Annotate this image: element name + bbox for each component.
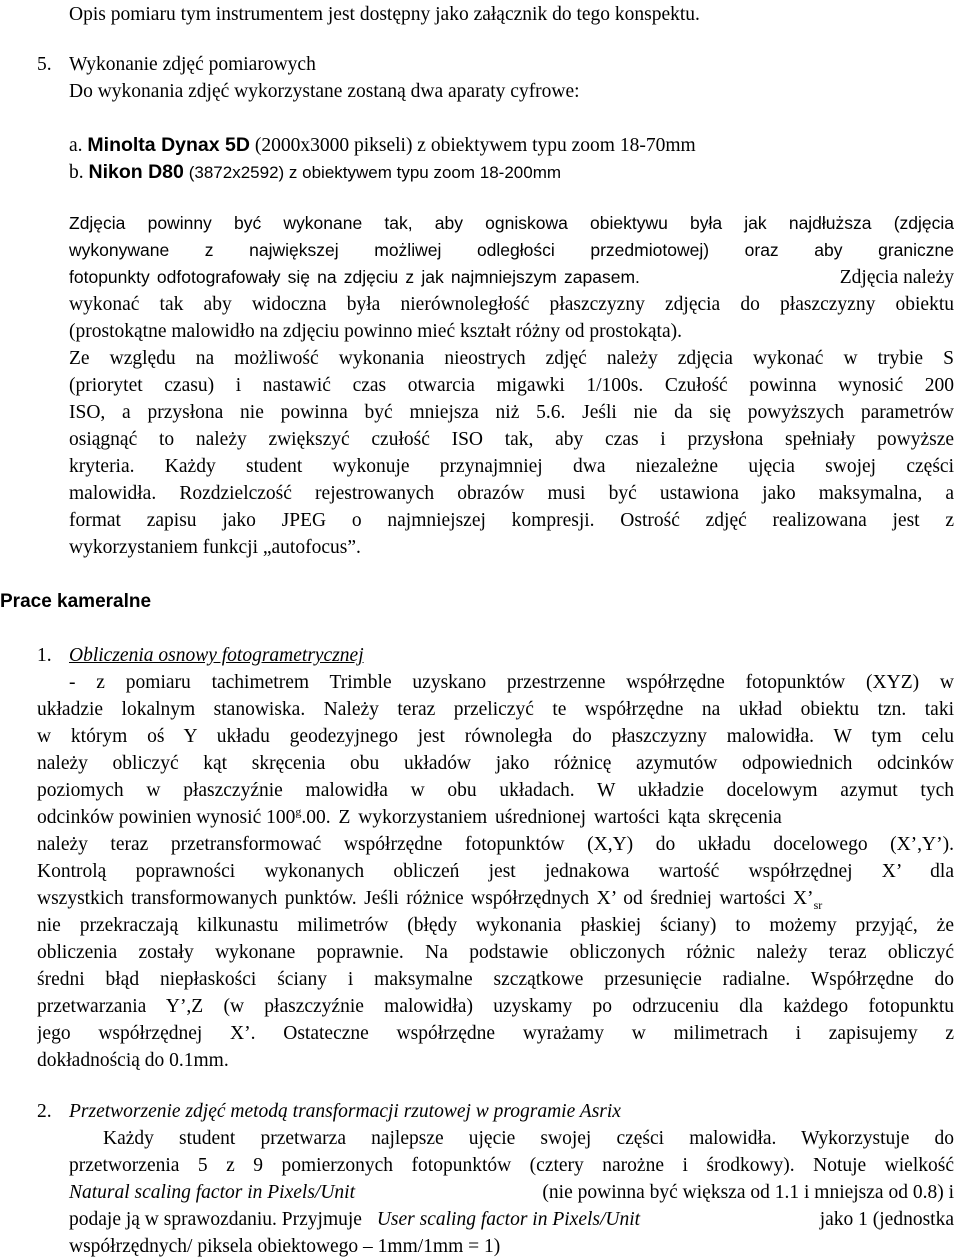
intro-text: Opis pomiaru tym instrumentem jest dostępny jako załącznik do tego konspektu. <box>69 4 700 25</box>
heading-prace-kameralne: Prace kameralne <box>0 591 152 612</box>
paragraph-line: poziomych w płaszczyźnie malowidła w obu układach. W układzie docelowym azymut tych <box>37 780 954 801</box>
camera-name: Minolta Dynax 5D <box>87 134 250 156</box>
paragraph-line: osiągnąć to należy zwiększyć czułość ISO tak, aby czas i przysłona spełniały powyższe <box>69 429 954 450</box>
paragraph-line: nie przekraczają kilkunastu milimetrów (błędy wykonania płaskiej ściany) to możemy przyjąć, że <box>37 915 954 936</box>
paragraph-line: wykorzystaniem funkcji „autofocus”. <box>69 537 361 558</box>
paragraph-line: malowidła. Rozdzielczość rejestrowanych obrazów musi być ustawiona jako maksymalna, a <box>69 483 954 504</box>
section-2-title: Przetworzenie zdjęć metodą transformacji rzutowej w programie Asrix <box>69 1101 621 1122</box>
paragraph-line: jego współrzędnej X’. Ostateczne współrzędne wyrażamy w milimetrach i zapisujemy z <box>37 1023 954 1044</box>
section-1-title: Obliczenia osnowy fotogrametrycznej <box>69 645 364 666</box>
camera-details: (3872x2592) z obiektywem typu zoom 18-200mm <box>188 163 562 182</box>
paragraph-line: Zdjęcia powinny być wykonane tak, aby ogniskowa obiektywu była jak najdłuższa (zdjęcia <box>69 213 954 233</box>
paragraph-line: ISO, a przysłona nie powinna być mniejsza niż 5.6. Jeśli nie da się powyższych parametrów <box>69 402 954 423</box>
paragraph-line: (priorytet czasu) i nastawić czas otwarcia migawki 1/100s. Czułość powinna wynosić 200 <box>69 375 954 396</box>
camera-name: Nikon D80 <box>88 161 184 183</box>
paragraph-line: układzie lokalnym stanowiska. Należy teraz przeliczyć te współrzędne na układ obiektu tzn. taki <box>37 699 954 720</box>
section-2-number: 2. <box>37 1101 52 1122</box>
paragraph-line: Ze względu na możliwość wykonania nieostrych zdjęć należy zdjęcia wykonać w trybie S <box>69 348 954 369</box>
section-1-number: 1. <box>37 645 52 666</box>
paragraph-line: wszystkich transformowanych punktów. Jeśli różnice współrzędnych X’ od średniej wartości $X’_{sr}$ <box>37 888 823 912</box>
paragraph-line: w którym oś Y układu geodezyjnego jest równoległa do płaszczyzny malowidła. W tym celu <box>37 726 954 747</box>
sr-subscript: sr <box>813 897 823 912</box>
paragraph-line: (prostokątne malowidło na zdjęciu powinno mieć kształt różny od prostokąta). <box>69 321 683 342</box>
paragraph-line: wykonywane z największej możliwej odległości przedmiotowej) oraz aby graniczne <box>69 240 954 260</box>
paragraph-line: fotopunkty odfotografowały się na zdjęciu z jak najmniejszym zapasem. Zdjęcia należy <box>69 267 954 288</box>
camera-item-b <box>69 161 561 184</box>
paragraph-line: Natural scaling factor in Pixels/Unit (nie powinna być większa od 1.1 i mniejsza od 0.8) i <box>69 1182 954 1203</box>
paragraph-line: obliczenia zostały wykonane poprawnie. Na podstawie obliczonych różnic należy teraz obliczyć <box>37 942 954 963</box>
paragraph-line: współrzędnych/ piksela obiektowego – 1mm/1mm = 1) <box>69 1236 501 1257</box>
camera-details: (2000x3000 pikseli) z obiektywem typu zoom 18-70mm <box>254 135 696 156</box>
user-scaling-factor-term: User scaling factor in Pixels/Unit <box>376 1209 641 1230</box>
camera-item-letter: b. <box>69 162 84 183</box>
paragraph-line: dokładnością do 0.1mm. <box>37 1050 229 1071</box>
section-5-number: 5. <box>37 54 52 75</box>
paragraph-line: Kontrolą poprawności wykonanych obliczeń jest jednakowa wartość współrzędnej X’ dla <box>37 861 954 882</box>
paragraph-line: format zapisu jako JPEG o najmniejszej kompresji. Ostrość zdjęć realizowana jest z <box>69 510 954 531</box>
camera-item-a <box>69 134 696 157</box>
section-5-subtitle: Do wykonania zdjęć wykorzystane zostaną dwa aparaty cyfrowe: <box>69 81 580 102</box>
grad-superscript: g <box>295 804 302 819</box>
paragraph-line: Każdy student przetwarza najlepsze ujęcie swojej części malowidła. Wykorzystuje do <box>103 1128 954 1149</box>
paragraph-line: - z pomiaru tachimetrem Trimble uzyskano przestrzenne współrzędne fotopunktów (XYZ) w <box>69 672 954 693</box>
natural-scaling-factor-term: Natural scaling factor in Pixels/Unit <box>69 1182 355 1203</box>
paragraph-line: przetwarzania Y’,Z (w płaszczyźnie malowidła) uzyskamy po odrzuceniu dla każdego fotopunktu <box>37 996 954 1017</box>
paragraph-line: odcinków powinien wynosić 100$^g$.00. Z wykorzystaniem uśrednionej wartości kąta skręcenia <box>37 804 782 828</box>
paragraph-line: należy obliczyć kąt skręcenia obu układów jako różnicę azymutów odpowiednich odcinków <box>37 753 954 774</box>
paragraph-line: przetworzenia 5 z 9 pomierzonych fotopunktów (cztery narożne i środkowy). Notuje wielkość <box>69 1155 954 1176</box>
paragraph-line: podaje ją w sprawozdaniu. Przyjmuje User scaling factor in Pixels/Unit jako 1 (jednostka <box>69 1209 954 1230</box>
paragraph-line: wykonać tak aby widoczna była nierównoległość płaszczyzny zdjęcia do płaszczyzny obiektu <box>69 294 954 315</box>
paragraph-line: kryteria. Każdy student wykonuje przynajmniej dwa niezależne ujęcia swojej części <box>69 456 954 477</box>
paragraph-line: należy teraz przetransformować współrzędne fotopunktów (X,Y) do układu docelowego (X’,Y’). <box>37 834 954 855</box>
camera-item-letter: a. <box>69 135 83 156</box>
section-5-title: Wykonanie zdjęć pomiarowych <box>69 54 316 75</box>
paragraph-line: średni błąd niepłaskości ściany i maksymalne szczątkowe przesunięcie radialne. Współrzędne do <box>37 969 954 990</box>
